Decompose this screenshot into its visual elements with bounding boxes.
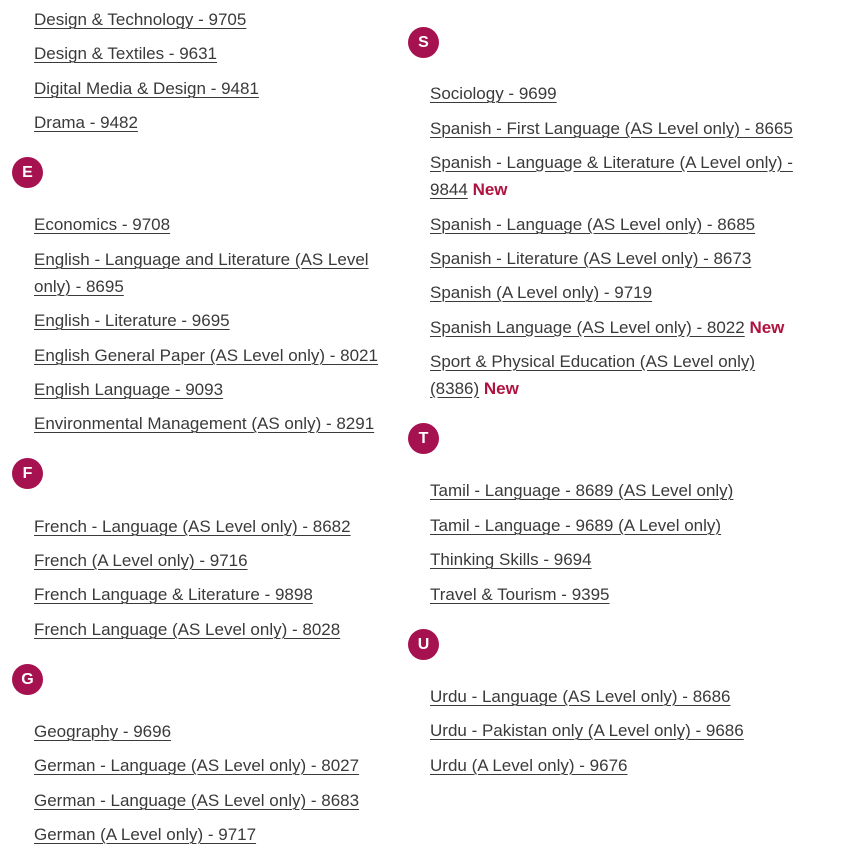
- subject-link[interactable]: Drama - 9482: [34, 113, 138, 132]
- subject-link[interactable]: German - Language (AS Level only) - 8027: [34, 756, 360, 775]
- subject-link[interactable]: Sport & Physical Education (AS Level only) (8386): [430, 352, 756, 398]
- subject-link[interactable]: Design & Textiles - 9631: [34, 44, 218, 63]
- subject-link[interactable]: Economics - 9708: [34, 215, 171, 234]
- subject-link[interactable]: Urdu (A Level only) - 9676: [430, 756, 628, 775]
- new-badge: New: [749, 318, 785, 337]
- subject-link[interactable]: Urdu - Pakistan only (A Level only) - 9686: [430, 721, 744, 740]
- subject-link[interactable]: Urdu - Language (AS Level only) - 8686: [430, 687, 731, 706]
- letter-badge-e: E: [12, 157, 43, 188]
- letter-badge-u: U: [408, 629, 439, 660]
- subject-link[interactable]: Thinking Skills - 9694: [430, 550, 592, 569]
- letter-badge-f: F: [12, 458, 43, 489]
- subject-link[interactable]: French - Language (AS Level only) - 8682: [34, 517, 351, 536]
- subject-link[interactable]: Spanish Language (AS Level only) - 8022: [430, 318, 745, 337]
- letter-badge-g: G: [12, 664, 43, 695]
- subject-link[interactable]: Spanish (A Level only) - 9719: [430, 283, 653, 302]
- subject-link[interactable]: Geography - 9696: [34, 722, 172, 741]
- subject-link[interactable]: Tamil - Language - 9689 (A Level only): [430, 516, 722, 535]
- subject-link[interactable]: Travel & Tourism - 9395: [430, 585, 610, 604]
- subject-link[interactable]: English Language - 9093: [34, 380, 224, 399]
- subject-link[interactable]: English - Language and Literature (AS Level only) - 8695: [34, 250, 369, 296]
- new-badge: New: [483, 379, 519, 398]
- subject-link[interactable]: Environmental Management (AS only) - 8291: [34, 414, 375, 433]
- subject-link[interactable]: English - Literature - 9695: [34, 311, 230, 330]
- subject-link[interactable]: Tamil - Language - 8689 (AS Level only): [430, 481, 734, 500]
- new-badge: New: [472, 180, 508, 199]
- letter-badge-s: S: [408, 27, 439, 58]
- subject-link[interactable]: English General Paper (AS Level only) - 8021: [34, 346, 378, 365]
- letter-badge-t: T: [408, 423, 439, 454]
- subject-link[interactable]: Spanish - First Language (AS Level only) - 8665: [430, 119, 793, 138]
- subject-link[interactable]: Sociology - 9699: [430, 84, 557, 103]
- subject-link[interactable]: French (A Level only) - 9716: [34, 551, 248, 570]
- subject-link-with-new: [430, 149, 800, 203]
- subject-link[interactable]: German (A Level only) - 9717: [34, 825, 257, 844]
- subject-link-with-new: [430, 348, 760, 402]
- subject-link[interactable]: Digital Media & Design - 9481: [34, 79, 259, 98]
- subject-link[interactable]: Spanish - Literature (AS Level only) - 8673: [430, 249, 752, 268]
- subject-link[interactable]: French Language (AS Level only) - 8028: [34, 620, 341, 639]
- subject-link-with-new: [430, 314, 830, 341]
- subject-link[interactable]: Spanish - Language & Literature (A Level only) - 9844: [430, 153, 793, 199]
- subject-link[interactable]: German - Language (AS Level only) - 8683: [34, 791, 360, 810]
- subject-link[interactable]: Spanish - Language (AS Level only) - 8685: [430, 215, 756, 234]
- subject-link[interactable]: Design & Technology - 9705: [34, 10, 247, 29]
- subject-link[interactable]: French Language & Literature - 9898: [34, 585, 313, 604]
